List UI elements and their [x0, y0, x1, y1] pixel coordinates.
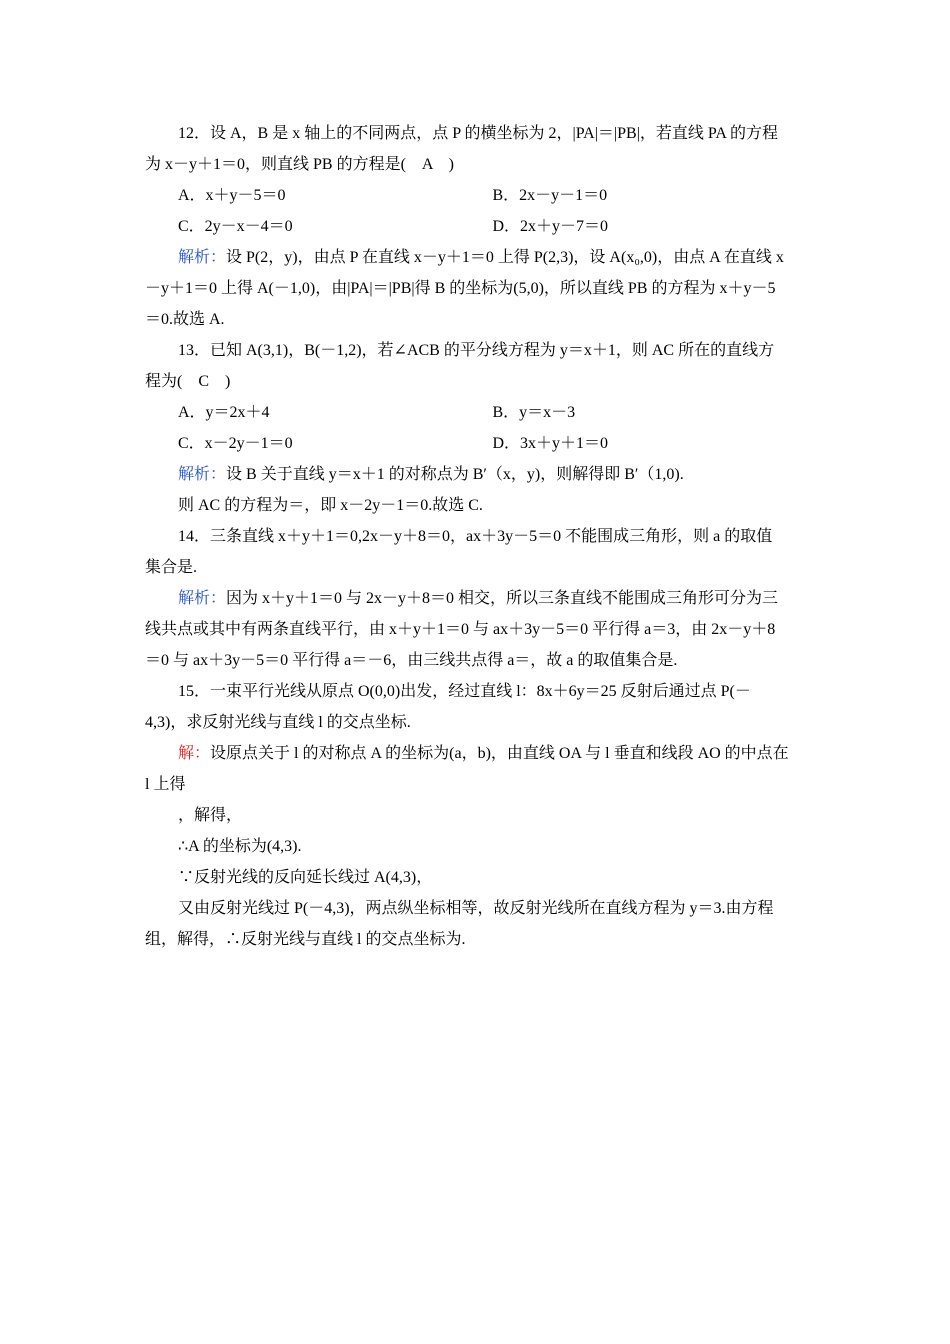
question-15-line-2: 4,3)，求反射光线与直线 l 的交点坐标. [145, 714, 411, 731]
question-13-solution-line-2: 则 AC 的方程为＝，即 x－2y－1＝0.故选 C. [178, 497, 483, 514]
question-13-solution-line-1 [145, 459, 807, 490]
solution-label: 解析： [178, 466, 227, 483]
solution-label: 解析： [178, 590, 227, 607]
question-13-options-row-2 [145, 428, 807, 459]
option-d: D．2x＋y－7＝0 [492, 218, 609, 235]
solution-text: 因为 x＋y＋1＝0 与 2x－y＋8＝0 相交，所以三条直线不能围成三角形可分为三 [226, 590, 779, 607]
solution-text: 设 P(2，y)，由点 P 在直线 x－y＋1＝0 上得 P(2,3)，设 A(x₀,0)，由点 A 在直线 x [226, 249, 784, 266]
question-14-solution-line-2: 线共点或其中有两条直线平行，由 x＋y＋1＝0 与 ax＋3y－5＝0 平行得 a＝3，由 2x－y＋8 [145, 621, 776, 638]
question-12-options-row-2 [145, 211, 807, 242]
option-b: B．2x－y－1＝0 [492, 187, 608, 204]
option-c: C．x－2y－1＝0 [178, 435, 293, 452]
question-15-solution-line-3: ，解得， [178, 807, 243, 824]
question-15-line-1: 15．一束平行光线从原点 O(0,0)出发，经过直线 l：8x＋6y＝25 反射后通过点 P(－ [178, 683, 751, 700]
question-15-solution-line-5: ∵反射光线的反向延长线过 A(4,3)， [178, 869, 433, 886]
question-15-solution-line-7: 组，解得，∴反射光线与直线 l 的交点坐标为. [145, 931, 466, 948]
question-12-line-2: 为 x－y＋1＝0，则直线 PB 的方程是( A ) [145, 156, 454, 173]
question-13-line-2: 程为( C ) [145, 373, 231, 390]
question-15-solution-line-4: ∴A 的坐标为(4,3). [178, 838, 302, 855]
option-a: A．x＋y－5＝0 [178, 187, 286, 204]
question-12-solution-line-3: ＝0.故选 A. [145, 311, 225, 328]
question-15-solution-line-2: l 上得 [145, 776, 186, 793]
question-13-options-row-1 [145, 397, 807, 428]
option-a: A．y＝2x＋4 [178, 404, 270, 421]
question-15-solution-line-6: 又由反射光线过 P(－4,3)，两点纵坐标相等，故反射光线所在直线方程为 y＝3.由方程 [178, 900, 774, 917]
option-b: B．y＝x－3 [492, 404, 576, 421]
question-12-options-row-1 [145, 180, 807, 211]
question-12-solution-line-1 [145, 242, 807, 273]
question-12-line-1: 12．设 A，B 是 x 轴上的不同两点，点 P 的横坐标为 2，|PA|＝|PB|，若直线 PA 的方程 [178, 125, 779, 142]
solution-text: 设 B 关于直线 y＝x＋1 的对称点为 B′（x，y)，则解得即 B′（1,0). [226, 466, 684, 483]
question-13-line-1: 13．已知 A(3,1)，B(－1,2)，若∠ACB 的平分线方程为 y＝x＋1，则 AC 所在的直线方 [178, 342, 775, 359]
question-15-solution-line-1 [145, 738, 807, 769]
document-body [145, 118, 807, 955]
solution-label: 解析： [178, 249, 227, 266]
solution-label: 解： [178, 745, 211, 762]
question-14-line-1: 14．三条直线 x＋y＋1＝0,2x－y＋8＝0，ax＋3y－5＝0 不能围成三角形，则 a 的取值 [178, 528, 773, 545]
solution-text: 设原点关于 l 的对称点 A 的坐标为(a，b)，由直线 OA 与 l 垂直和线段 AO 的中点在 [210, 745, 789, 762]
question-14-solution-line-1 [145, 583, 807, 614]
question-14-line-2: 集合是. [145, 559, 198, 576]
option-d: D．3x＋y＋1＝0 [492, 435, 609, 452]
question-14-solution-line-3: ＝0 与 ax＋3y－5＝0 平行得 a＝－6，由三线共点得 a＝，故 a 的取值集合是. [145, 652, 678, 669]
question-12-solution-line-2: －y＋1＝0 上得 A(－1,0)，由|PA|＝|PB|得 B 的坐标为(5,0)，所以直线 PB 的方程为 x＋y－5 [145, 280, 776, 297]
option-c: C．2y－x－4＝0 [178, 218, 293, 235]
